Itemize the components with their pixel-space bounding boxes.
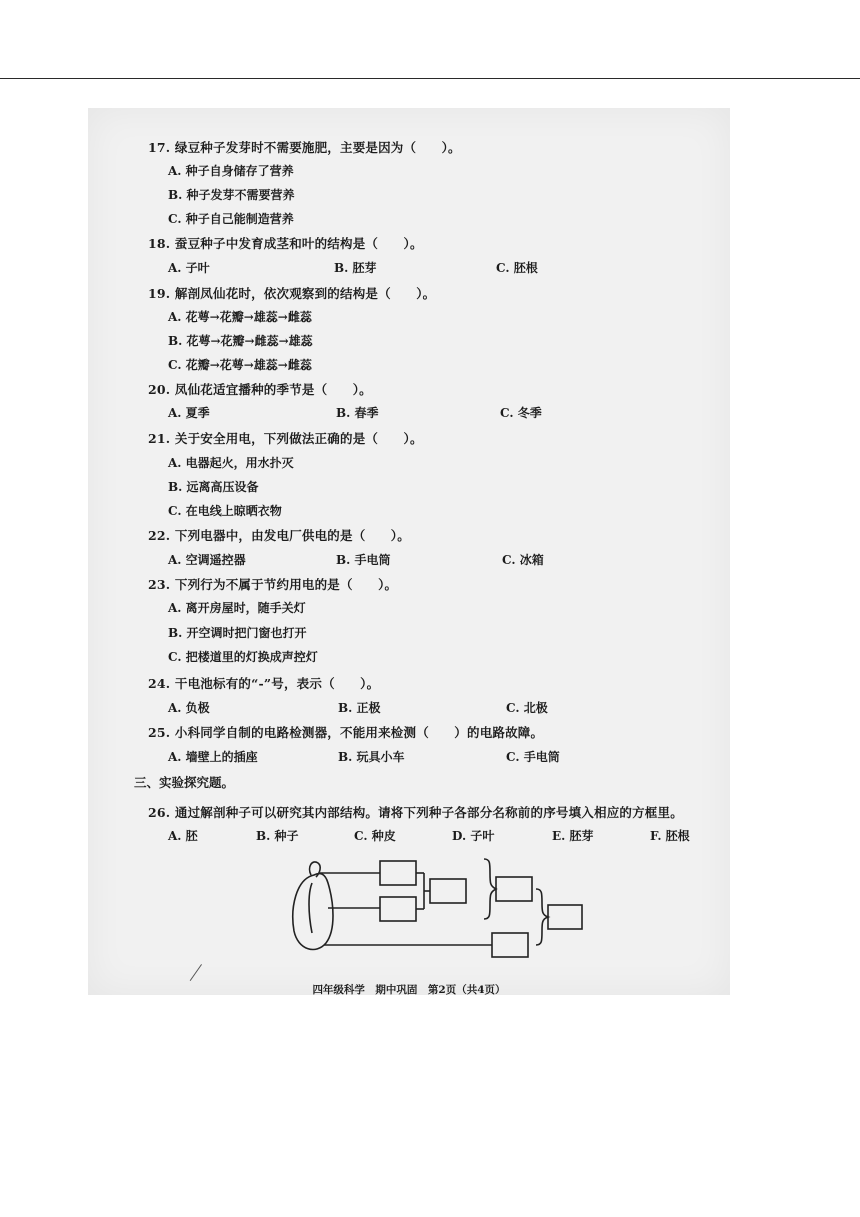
question-19-option-b: B. 花萼→花瓣→雌蕊→雄蕊 — [168, 334, 313, 348]
question-21-option-a: A. 电器起火，用水扑灭 — [168, 456, 294, 470]
question-22-option-b: B. 手电筒 — [336, 553, 391, 567]
answer-box-1 — [380, 861, 416, 885]
answer-box-2 — [380, 897, 416, 921]
seed-structure-diagram — [284, 853, 584, 958]
question-23-stem: 23. 下列行为不属于节约用电的是（ ）。 — [148, 577, 398, 592]
question-18-stem: 18. 蚕豆种子中发育成茎和叶的结构是（ ）。 — [148, 236, 423, 251]
page-footer: 四年级科学 期中巩固 第2页（共4页） — [312, 984, 506, 996]
question-24-option-b: B. 正极 — [338, 701, 381, 715]
answer-box-6 — [548, 905, 582, 929]
question-23-option-b: B. 开空调时把门窗也打开 — [168, 626, 307, 640]
question-20-option-c: C. 冬季 — [500, 406, 542, 420]
question-25-option-b: B. 玩具小车 — [338, 750, 405, 764]
answer-box-5 — [492, 933, 528, 957]
question-21-stem: 21. 关于安全用电，下列做法正确的是（ ）。 — [148, 431, 423, 446]
question-26-stem: 26. 通过解剖种子可以研究其内部结构。请将下列种子各部分名称前的序号填入相应的方框里。 — [148, 805, 683, 820]
question-23-option-a: A. 离开房屋时，随手关灯 — [168, 601, 306, 615]
question-25-stem: 25. 小科同学自制的电路检测器，不能用来检测（ ）的电路故障。 — [148, 725, 544, 740]
question-22-stem: 22. 下列电器中，由发电厂供电的是（ ）。 — [148, 528, 410, 543]
question-20-option-a: A. 夏季 — [168, 406, 210, 420]
question-26-option-b: B. 种子 — [256, 829, 299, 843]
seed-embryo — [309, 883, 312, 933]
question-17-option-b: B. 种子发芽不需要营养 — [168, 188, 295, 202]
question-22-option-a: A. 空调遥控器 — [168, 553, 246, 567]
question-18-option-b: B. 胚芽 — [334, 261, 377, 275]
question-26-option-e: E. 胚芽 — [552, 829, 594, 843]
section-title: 三、实验探究题。 — [134, 775, 235, 790]
seed-outline — [293, 874, 333, 950]
question-17-option-a: A. 种子自身储存了营养 — [168, 164, 294, 178]
question-19-stem: 19. 解剖凤仙花时，依次观察到的结构是（ ）。 — [148, 286, 436, 301]
question-21-option-c: C. 在电线上晾晒衣物 — [168, 504, 282, 518]
answer-box-4 — [496, 877, 532, 901]
curly-brace-2 — [536, 889, 548, 945]
question-24-stem: 24. 干电池标有的“-”号，表示（ ）。 — [148, 676, 380, 691]
question-18-option-a: A. 子叶 — [168, 261, 210, 275]
question-20-stem: 20. 凤仙花适宜播种的季节是（ ）。 — [148, 382, 372, 397]
top-divider-line — [0, 78, 860, 79]
question-26-option-a: A. 胚 — [168, 829, 198, 843]
question-21-option-b: B. 远离高压设备 — [168, 480, 259, 494]
question-26-option-c: C. 种皮 — [354, 829, 396, 843]
scanned-exam-page — [88, 108, 730, 995]
question-20-option-b: B. 春季 — [336, 406, 379, 420]
curly-brace-1 — [484, 859, 496, 919]
stray-pencil-mark — [190, 964, 203, 981]
question-18-option-c: C. 胚根 — [496, 261, 538, 275]
question-24-option-a: A. 负极 — [168, 701, 210, 715]
question-24-option-c: C. 北极 — [506, 701, 548, 715]
exam-content — [88, 108, 730, 995]
question-22-option-c: C. 冰箱 — [502, 553, 544, 567]
question-26-option-d: D. 子叶 — [452, 829, 495, 843]
question-25-option-c: C. 手电筒 — [506, 750, 560, 764]
question-19-option-c: C. 花瓣→花萼→雄蕊→雌蕊 — [168, 358, 312, 372]
question-17-stem: 17. 绿豆种子发芽时不需要施肥，主要是因为（ ）。 — [148, 140, 461, 155]
question-25-option-a: A. 墙壁上的插座 — [168, 750, 258, 764]
question-26-option-f: F. 胚根 — [650, 829, 690, 843]
question-19-option-a: A. 花萼→花瓣→雄蕊→雌蕊 — [168, 310, 312, 324]
answer-box-3 — [430, 879, 466, 903]
question-17-option-c: C. 种子自己能制造营养 — [168, 212, 294, 226]
question-23-option-c: C. 把楼道里的灯换成声控灯 — [168, 650, 318, 664]
